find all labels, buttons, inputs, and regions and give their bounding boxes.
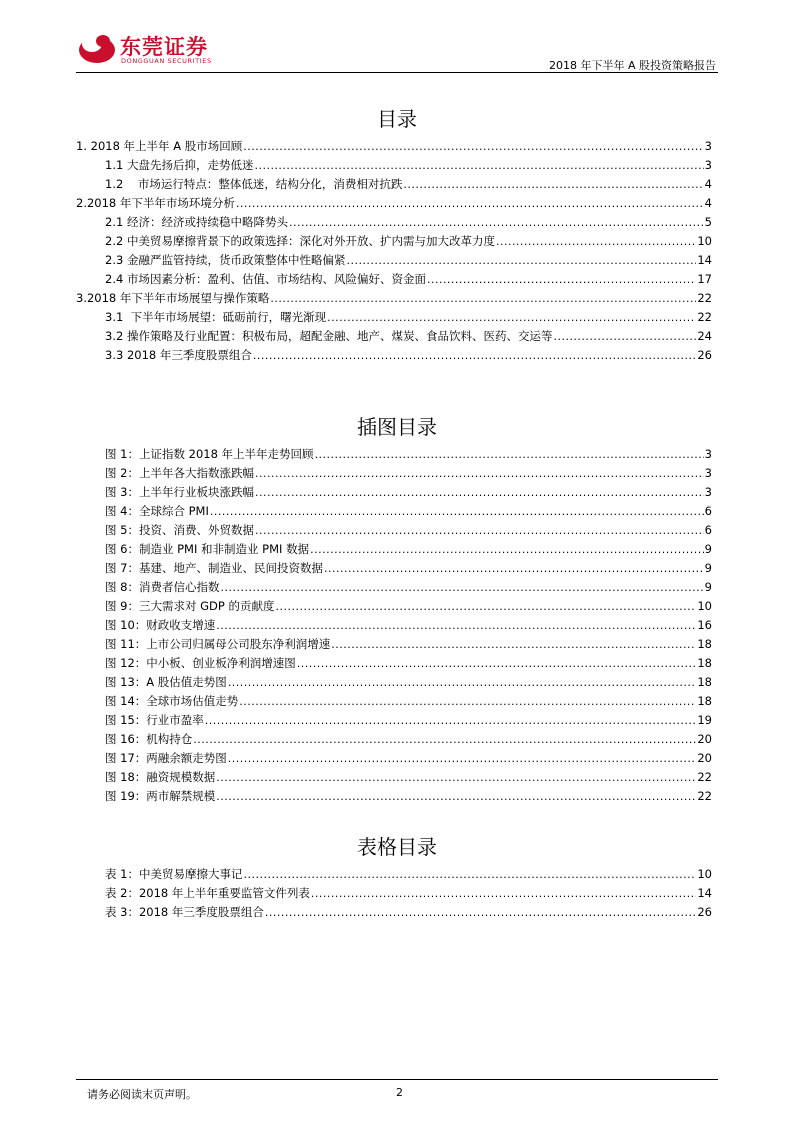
figure-item[interactable]: 图 13：A 股估值走势图 ..... 18 <box>105 673 712 691</box>
figure-item[interactable]: 图 14：全球市场估值走势 ..... 18 <box>105 692 712 710</box>
toc-item[interactable]: 2.4 市场因素分析：盈利、估值、市场结构、风险偏好、资金面 ..... 17 <box>105 270 712 288</box>
figure-item[interactable]: 图 17：两融余额走势图 ..... 20 <box>105 749 712 767</box>
toc-item[interactable]: 2.1 经济：经济或持续稳中略降势头 ..... 5 <box>105 213 712 231</box>
figure-item[interactable]: 图 1：上证指数 2018 年上半年走势回顾 ..... 3 <box>105 445 712 463</box>
figure-item[interactable]: 图 4：全球综合 PMI ..... 6 <box>105 502 712 520</box>
toc-item[interactable]: 3.1 下半年市场展望：砥砺前行，曙光渐现 ..... 22 <box>105 308 712 326</box>
toc-item[interactable]: 1.2 市场运行特点：整体低迷，结构分化，消费相对抗跌 ..... 4 <box>105 175 712 193</box>
tables-title: 表格目录 <box>357 835 437 859</box>
figure-item[interactable]: 图 8：消费者信心指数 ..... 9 <box>105 578 712 596</box>
toc-title: 目录 <box>377 107 417 131</box>
figure-item[interactable]: 图 3：上半年行业板块涨跌幅 ..... 3 <box>105 483 712 501</box>
toc-item[interactable]: 2.2 中美贸易摩擦背景下的政策选择：深化对外开放、扩内需与加大改革力度 ..... 10 <box>105 232 712 250</box>
figure-item[interactable]: 图 7：基建、地产、制造业、民间投资数据 ..... 9 <box>105 559 712 577</box>
logo-text-cn: 东莞证券 <box>120 34 208 59</box>
figure-item[interactable]: 图 18：融资规模数据 ..... 22 <box>105 768 712 786</box>
header-divider <box>76 72 718 73</box>
disclaimer-note: 请务必阅读末页声明。 <box>87 1088 197 1101</box>
toc-item[interactable]: 3.2018 年下半年市场展望与操作策略 ..... 22 <box>76 289 712 307</box>
figure-item[interactable]: 图 11：上市公司归属母公司股东净利润增速 ..... 18 <box>105 635 712 653</box>
report-title: 2018 年下半年 A 股投资策略报告 <box>548 59 716 72</box>
figure-item[interactable]: 图 10：财政收支增速 ..... 16 <box>105 616 712 634</box>
toc-item[interactable]: 3.2 操作策略及行业配置：积极布局，超配金融、地产、煤炭、食品饮料、医药、交运等 ..... 24 <box>105 327 712 345</box>
logo-text-en: DONGGUAN SECURITIES <box>121 57 212 65</box>
figure-item[interactable]: 图 2：上半年各大指数涨跌幅 ..... 3 <box>105 464 712 482</box>
figures-title: 插图目录 <box>357 415 437 439</box>
toc-item[interactable]: 1.1 大盘先扬后抑，走势低迷 ..... 3 <box>105 156 712 174</box>
figure-item[interactable]: 图 19：两市解禁规模 ..... 22 <box>105 787 712 805</box>
toc-item[interactable]: 3.3 2018 年三季度股票组合 ..... 26 <box>105 346 712 364</box>
logo-mark-icon <box>78 30 116 64</box>
figure-item[interactable]: 图 9：三大需求对 GDP 的贡献度 ..... 10 <box>105 597 712 615</box>
figure-item[interactable]: 图 5：投资、消费、外贸数据 ..... 6 <box>105 521 712 539</box>
toc-item[interactable]: 2.3 金融严监管持续，货币政策整体中性略偏紧 ..... 14 <box>105 251 712 269</box>
table-item[interactable]: 表 2：2018 年上半年重要监管文件列表 ..... 14 <box>105 884 712 902</box>
toc-item[interactable]: 2.2018 年下半年市场环境分析 ..... 4 <box>76 194 712 212</box>
figure-item[interactable]: 图 16：机构持仓 ..... 20 <box>105 730 712 748</box>
figure-item[interactable]: 图 15：行业市盈率 ..... 19 <box>105 711 712 729</box>
footer-divider <box>76 1079 718 1080</box>
page-number: 2 <box>396 1086 403 1099</box>
figure-item[interactable]: 图 12：中小板、创业板净利润增速图 ..... 18 <box>105 654 712 672</box>
table-item[interactable]: 表 3：2018 年三季度股票组合 ..... 26 <box>105 903 712 921</box>
table-item[interactable]: 表 1：中美贸易摩擦大事记 ..... 10 <box>105 865 712 883</box>
figure-item[interactable]: 图 6：制造业 PMI 和非制造业 PMI 数据 ..... 9 <box>105 540 712 558</box>
toc-item[interactable]: 1. 2018 年上半年 A 股市场回顾 ..... 3 <box>76 137 712 155</box>
